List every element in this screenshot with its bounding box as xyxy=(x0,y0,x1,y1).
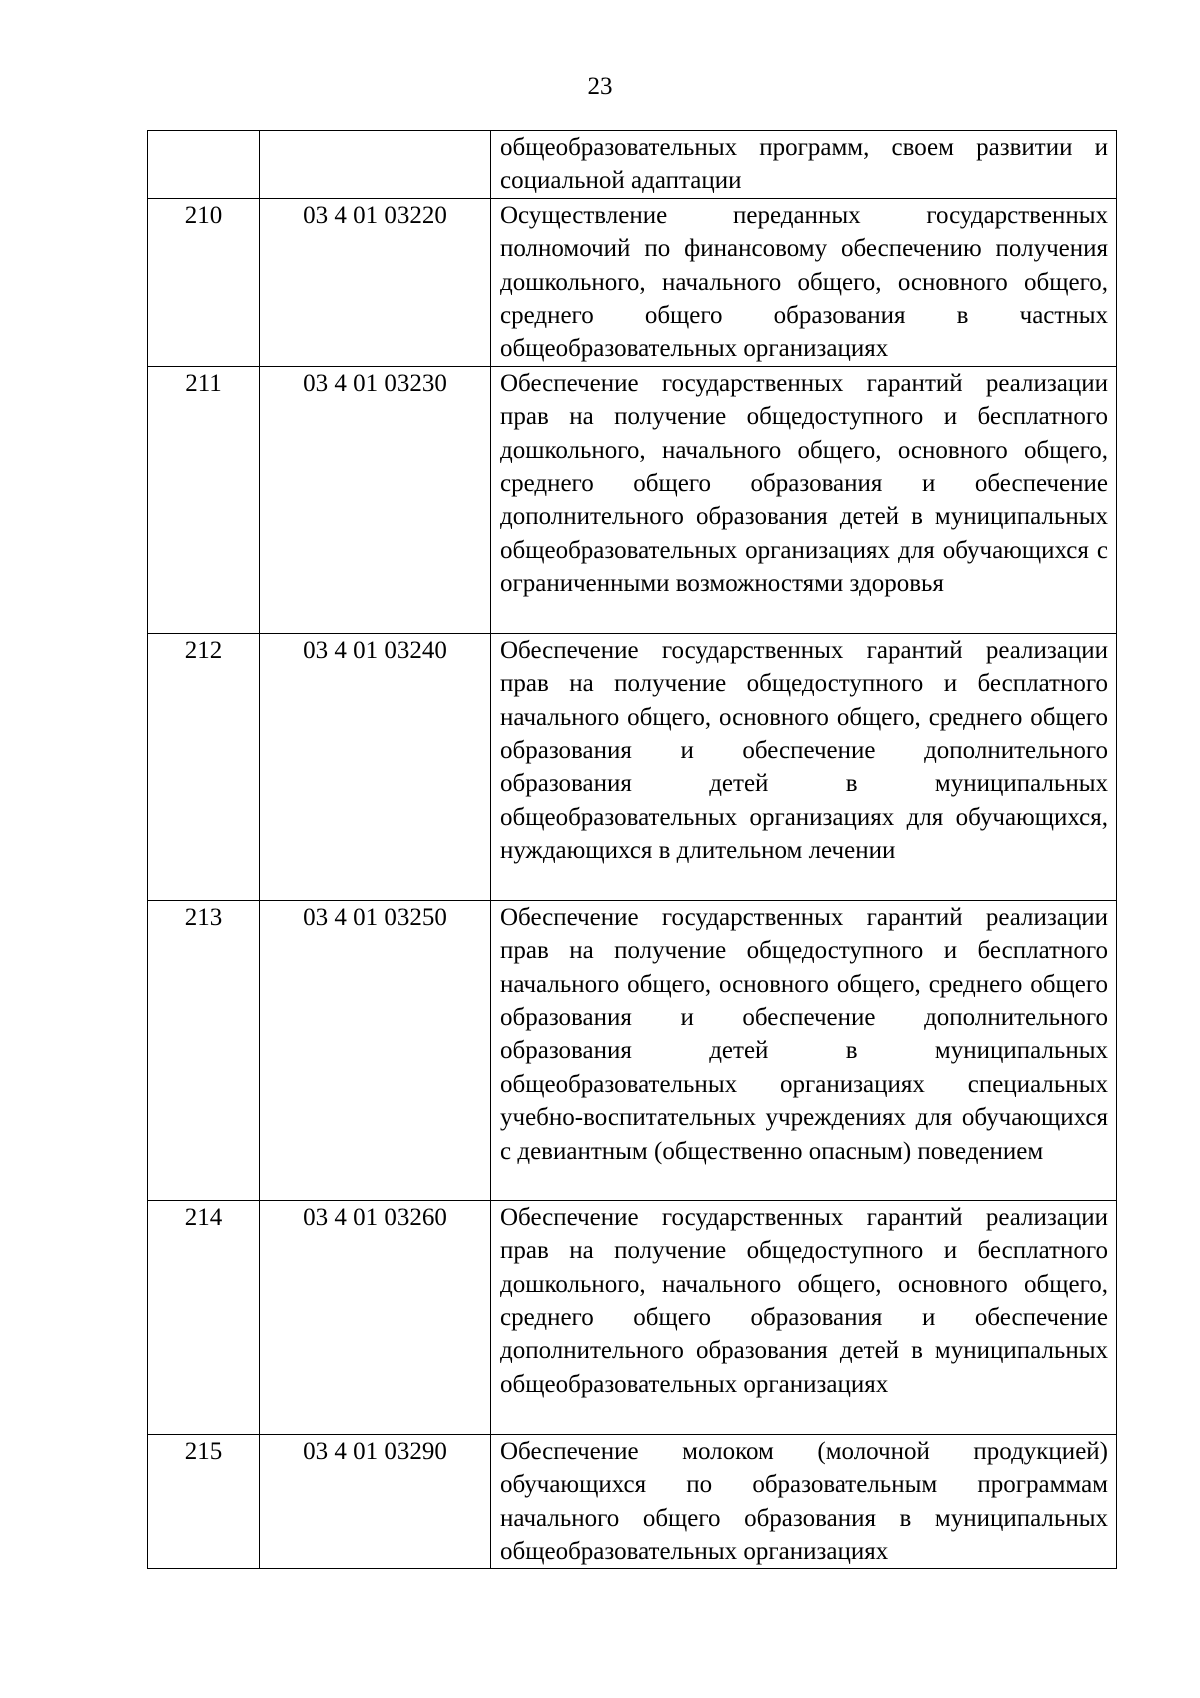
table-row xyxy=(148,198,1117,366)
table-row xyxy=(148,900,1117,1200)
row-code xyxy=(260,131,491,199)
row-code: 03 4 01 03290 xyxy=(260,1434,491,1569)
row-description-text: Обеспечение государственных гарантий реализации прав на получение общедоступного и бесплатного дошкольного, начального общего, основного общего, среднего общего образования и обеспечение дополнительного образования детей в муниципальных общеобразовательных организациях xyxy=(500,1203,1108,1398)
row-description-text: Обеспечение государственных гарантий реализации прав на получение общедоступного и бесплатного дошкольного, начального общего, основного общего, среднего общего образования и обеспечение дополнительного образования детей в муниципальных общеобразовательных организациях для обучающихся с ограниченными возможностями здоровья xyxy=(500,369,1108,598)
row-description-text: Обеспечение государственных гарантий реализации прав на получение общедоступного и бесплатного начального общего, основного общего, среднего общего образования и обеспечение дополнительного образования детей в муниципальных общеобразовательных организациях для обучающихся, нуждающихся в длительном лечении xyxy=(500,636,1108,865)
budget-codes-table xyxy=(147,130,1117,1569)
row-description-text: Осуществление переданных государственных полномочий по финансовому обеспечению получения дошкольного, начального общего, основного общего, среднего общего образования в частных общеобразовательных организациях xyxy=(500,201,1108,363)
row-number xyxy=(148,131,260,199)
row-code: 03 4 01 03220 xyxy=(260,198,491,366)
table-row xyxy=(148,366,1117,633)
table-row xyxy=(148,633,1117,900)
row-description xyxy=(491,131,1117,199)
row-code: 03 4 01 03250 xyxy=(260,900,491,1200)
row-description xyxy=(491,366,1117,633)
row-number: 215 xyxy=(148,1434,260,1569)
row-number: 214 xyxy=(148,1200,260,1434)
row-code: 03 4 01 03240 xyxy=(260,633,491,900)
row-description xyxy=(491,1200,1117,1434)
row-description xyxy=(491,633,1117,900)
row-description-text: Обеспечение молоком (молочной продукцией) обучающихся по образовательным программам начального общего образования в муниципальных общеобразовательных организациях xyxy=(500,1437,1108,1566)
row-description-text: Обеспечение государственных гарантий реализации прав на получение общедоступного и бесплатного начального общего, основного общего, среднего общего образования и обеспечение дополнительного образования детей в муниципальных общеобразовательных организациях специальных учебно-воспитательных учреждениях для обучающихся с девиантным (общественно опасным) поведением xyxy=(500,903,1108,1165)
row-description xyxy=(491,900,1117,1200)
row-description-text: общеобразовательных программ, своем развитии и социальной адаптации xyxy=(500,134,1108,195)
table-row xyxy=(148,131,1117,199)
table-row xyxy=(148,1434,1117,1569)
page-number: 23 xyxy=(587,73,613,100)
row-number: 211 xyxy=(148,366,260,633)
row-description xyxy=(491,198,1117,366)
table-row xyxy=(148,1200,1117,1434)
row-description xyxy=(491,1434,1117,1569)
row-number: 213 xyxy=(148,900,260,1200)
row-number: 210 xyxy=(148,198,260,366)
row-code: 03 4 01 03260 xyxy=(260,1200,491,1434)
row-code: 03 4 01 03230 xyxy=(260,366,491,633)
row-number: 212 xyxy=(148,633,260,900)
